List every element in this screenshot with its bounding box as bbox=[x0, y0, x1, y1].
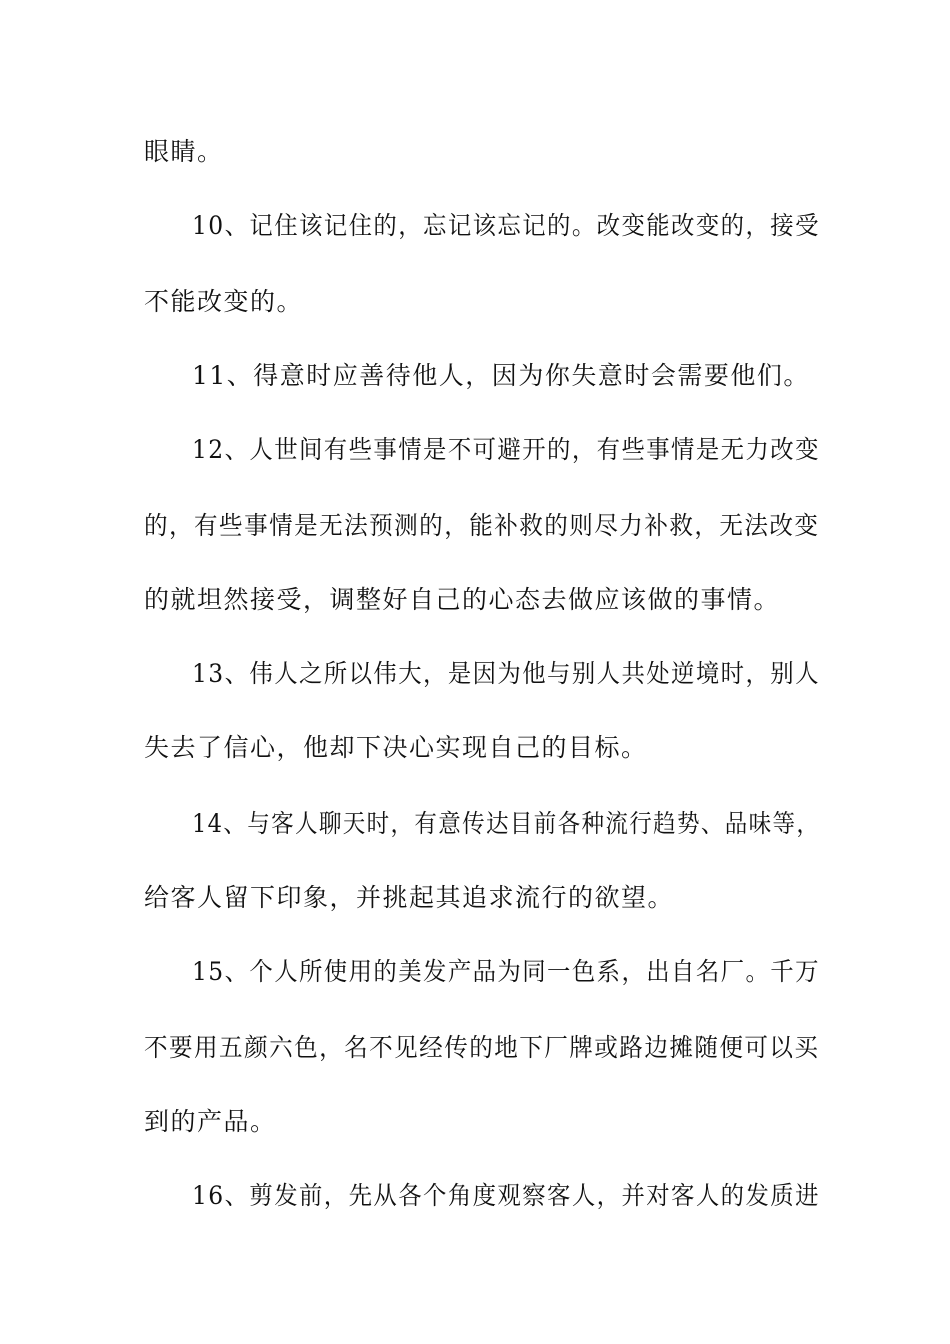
text-line: 15、个人所使用的美发产品为同一色系，出自名厂。千万 bbox=[192, 957, 820, 986]
text-line: 的，有些事情是无法预测的，能补救的则尽力补救，无法改变 bbox=[144, 511, 820, 540]
text-line: 到的产品。 bbox=[144, 1107, 277, 1136]
text-line: 11、得意时应善待他人，因为你失意时会需要他们。 bbox=[192, 361, 810, 390]
text-line: 14、与客人聊天时，有意传达目前各种流行趋势、品味等， bbox=[192, 809, 821, 838]
text-line: 12、人世间有些事情是不可避开的，有些事情是无力改变 bbox=[192, 435, 820, 464]
text-line: 16、剪发前，先从各个角度观察客人，并对客人的发质进 bbox=[192, 1181, 820, 1210]
text-line: 失去了信心，他却下决心实现自己的目标。 bbox=[144, 733, 648, 762]
text-line: 13、伟人之所以伟大，是因为他与别人共处逆境时，别人 bbox=[192, 659, 820, 688]
text-line: 的就坦然接受，调整好自己的心态去做应该做的事情。 bbox=[144, 585, 781, 614]
text-line: 不能改变的。 bbox=[144, 287, 304, 316]
text-line: 不要用五颜六色，名不见经传的地下厂牌或路边摊随便可以买 bbox=[144, 1033, 820, 1062]
text-line: 给客人留下印象，并挑起其追求流行的欲望。 bbox=[144, 883, 675, 912]
text-line: 眼睛。 bbox=[144, 137, 224, 166]
text-line: 10、记住该记住的，忘记该忘记的。改变能改变的，接受 bbox=[192, 211, 820, 240]
